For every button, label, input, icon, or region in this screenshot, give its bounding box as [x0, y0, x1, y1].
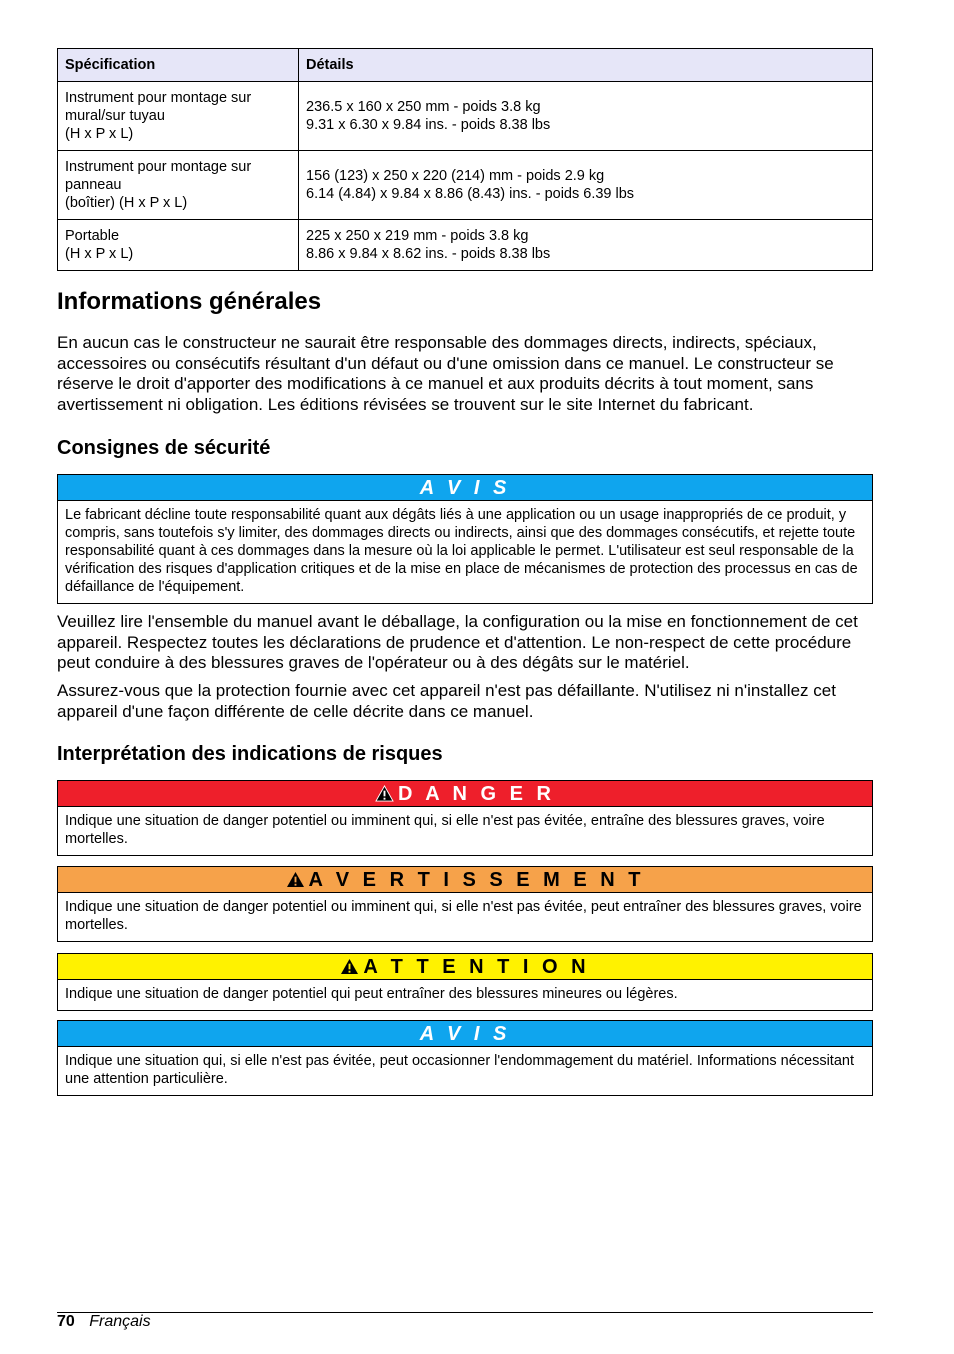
details-cell: 236.5 x 160 x 250 mm - poids 3.8 kg 9.31 x 6.30 x 9.84 ins. - poids 8.38 lbs — [299, 82, 873, 151]
hazard-heading: Interprétation des indications de risques — [57, 743, 443, 765]
warning-header — [58, 867, 872, 893]
column-header-details: Détails — [299, 49, 873, 82]
notice-text: Le fabricant décline toute responsabilité quant aux dégâts liés à une application ou un usage inappropriés de ce produit, y compris, sans toutefois s'y limiter, des dommages directs ou indirects, ainsi que des dommages consécutifs, et rejette toute responsabilité quant à ces dommages dans la mesure où la loi applicable le permet. L'utilisateur est seul responsable de la vérification des risques d'application critiques et de la mise en place de mécanismes de protection des processus en cas de défaillance de l'équipement. — [65, 507, 858, 595]
column-header-specification: Spécification — [58, 49, 299, 82]
notice-header — [58, 1021, 872, 1047]
notice-label: A V I S — [419, 1022, 511, 1045]
table-row — [58, 151, 873, 220]
notice-header — [58, 475, 872, 501]
table-row — [58, 82, 873, 151]
caution-label: A T T E N T I O N — [363, 955, 590, 978]
footer-divider — [57, 1312, 873, 1313]
notice-label: A V I S — [419, 476, 511, 499]
details-cell: 225 x 250 x 219 mm - poids 3.8 kg 8.86 x 9.84 x 8.62 ins. - poids 8.38 lbs — [299, 220, 873, 271]
spec-cell: Portable (H x P x L) — [58, 220, 299, 271]
footer-language: Français — [89, 1313, 151, 1330]
details-cell: 156 (123) x 250 x 220 (214) mm - poids 2.9 kg 6.14 (4.84) x 9.84 x 8.86 (8.43) ins. - poids 6.39 lbs — [299, 151, 873, 220]
caution-text: Indique une situation de danger potentiel qui peut entraîner des blessures mineures ou légères. — [65, 986, 678, 1002]
page-number: 70 — [57, 1313, 75, 1330]
caution-box — [57, 953, 873, 1011]
safety-heading: Consignes de sécurité — [57, 437, 271, 459]
general-info-paragraph: En aucun cas le constructeur ne saurait être responsable des dommages directs, indirects, spéciaux, accessoires ou consécutifs résultant d'un défaut ou d'une omission dans ce manuel. Le constructeur se réserve le droit d'apporter des modifications à ce manuel et aux produits décrits à tout moment, sans avertissement ni obligation. Les éditions révisées se trouvent sur le site Internet du fabricant. — [57, 333, 834, 414]
table-row — [58, 220, 873, 271]
warning-triangle-icon — [375, 785, 394, 802]
safety-paragraph-1: Veuillez lire l'ensemble du manuel avant le déballage, la configuration ou la mise en fonctionnement de cet appareil. Respectez toutes les déclarations de prudence et d'attention. Le non-respect de cette procédure peut conduire à des blessures graves de l'opérateur ou à des dégâts sur le matériel. — [57, 612, 858, 672]
warning-label: A V E R T I S S E M E N T — [308, 868, 645, 891]
danger-header — [58, 781, 872, 807]
warning-triangle-icon — [286, 871, 305, 888]
danger-box — [57, 780, 873, 856]
safety-paragraph-2: Assurez-vous que la protection fournie avec cet appareil n'est pas défaillante. N'utilisez ni n'installez cet appareil d'une façon différente de celle décrite dans ce manuel. — [57, 681, 836, 721]
warning-box — [57, 866, 873, 942]
caution-header — [58, 954, 872, 980]
page-footer — [57, 1313, 151, 1331]
specifications-table — [57, 48, 873, 271]
general-info-heading: Informations générales — [57, 288, 322, 315]
notice-text: Indique une situation qui, si elle n'est pas évitée, peut occasionner l'endommagement du matériel. Informations nécessitant une attention particulière. — [65, 1053, 854, 1087]
spec-cell: Instrument pour montage sur panneau (boîtier) (H x P x L) — [58, 151, 299, 220]
danger-label: D A N G E R — [398, 782, 555, 805]
warning-triangle-icon — [340, 958, 359, 975]
notice-box — [57, 1020, 873, 1096]
spec-cell: Instrument pour montage sur mural/sur tuyau (H x P x L) — [58, 82, 299, 151]
table-header-row — [58, 49, 873, 82]
warning-text: Indique une situation de danger potentiel ou imminent qui, si elle n'est pas évitée, peut entraîner des blessures graves, voire mortelles. — [65, 899, 862, 933]
danger-text: Indique une situation de danger potentiel ou imminent qui, si elle n'est pas évitée, entraîne des blessures graves, voire mortelles. — [65, 813, 825, 847]
safety-notice-box — [57, 474, 873, 604]
